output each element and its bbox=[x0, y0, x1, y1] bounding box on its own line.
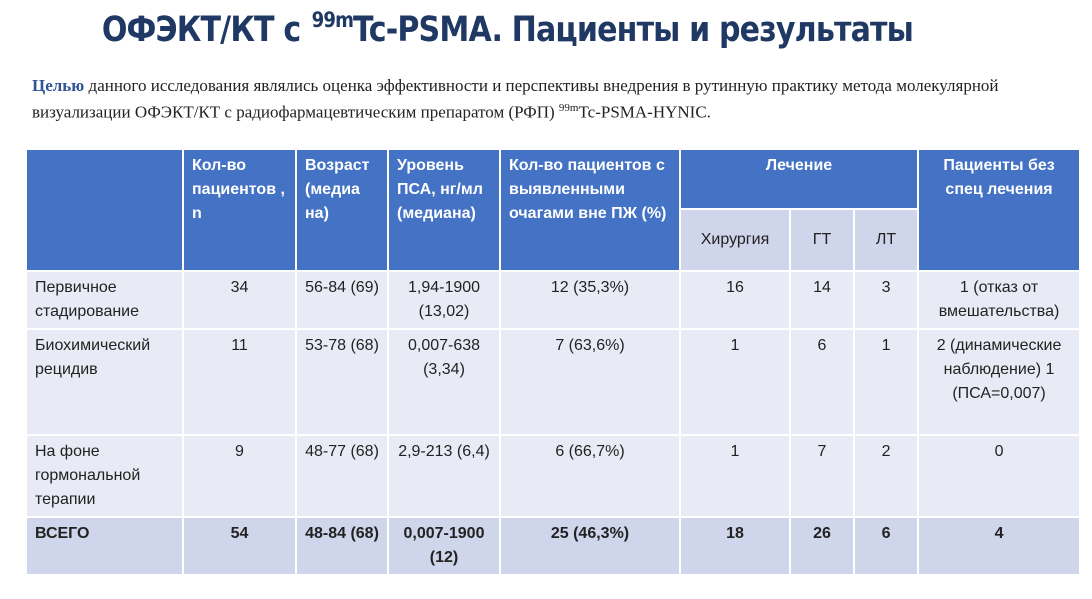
intro-text: данного исследования являлись оценка эффективности и перспективы внедрения в рутинную практику метода молекулярной визуализации ОФЭКТ/КТ с радиофармацевтическим препаратом (РФП) bbox=[32, 76, 999, 122]
cell-count: 54 bbox=[183, 517, 296, 575]
cell-gt: 14 bbox=[790, 271, 854, 329]
cell-gt: 7 bbox=[790, 435, 854, 517]
cell-psa: 0,007-638 (3,34) bbox=[388, 329, 500, 435]
cell-no-treatment: 0 bbox=[918, 435, 1080, 517]
header-gt: ГТ bbox=[790, 209, 854, 271]
cell-no-treatment: 4 bbox=[918, 517, 1080, 575]
cell-found: 6 (66,7%) bbox=[500, 435, 680, 517]
cell-count: 9 bbox=[183, 435, 296, 517]
table-row bbox=[26, 329, 1080, 435]
cell-psa: 2,9-213 (6,4) bbox=[388, 435, 500, 517]
cell-found: 7 (63,6%) bbox=[500, 329, 680, 435]
cell-group: Биохимический рецидив bbox=[26, 329, 183, 435]
cell-no-treatment: 2 (динамические наблюдение) 1 (ПСА=0,007) bbox=[918, 329, 1080, 435]
intro-tail: Tc-PSMA-HYNIC. bbox=[578, 102, 711, 122]
intro-lead: Целью bbox=[32, 76, 85, 95]
header-age: Возраст (медиа на) bbox=[296, 149, 388, 271]
cell-no-treatment: 1 (отказ от вмешательства) bbox=[918, 271, 1080, 329]
cell-group: На фоне гормональной терапии bbox=[26, 435, 183, 517]
header-count: Кол-во пациентов , n bbox=[183, 149, 296, 271]
cell-found: 12 (35,3%) bbox=[500, 271, 680, 329]
header-group bbox=[26, 149, 183, 271]
cell-lt: 3 bbox=[854, 271, 918, 329]
cell-lt: 6 bbox=[854, 517, 918, 575]
cell-count: 34 bbox=[183, 271, 296, 329]
header-psa: Уровень ПСА, нг/мл (медиана) bbox=[388, 149, 500, 271]
table-row bbox=[26, 435, 1080, 517]
cell-count: 11 bbox=[183, 329, 296, 435]
cell-age: 48-84 (68) bbox=[296, 517, 388, 575]
cell-surgery: 18 bbox=[680, 517, 790, 575]
cell-gt: 6 bbox=[790, 329, 854, 435]
cell-psa: 1,94-1900 (13,02) bbox=[388, 271, 500, 329]
page-title bbox=[0, 8, 1015, 50]
cell-psa: 0,007-1900 (12) bbox=[388, 517, 500, 575]
cell-age: 53-78 (68) bbox=[296, 329, 388, 435]
header-found: Кол-во пациентов с выявленными очагами вне ПЖ (%) bbox=[500, 149, 680, 271]
header-no-treatment: Пациенты без спец лечения bbox=[918, 149, 1080, 271]
intro-paragraph bbox=[32, 75, 1072, 124]
cell-lt: 2 bbox=[854, 435, 918, 517]
title-suffix: Tc-PSMA. Пациенты и результаты bbox=[353, 10, 913, 50]
cell-group: ВСЕГО bbox=[26, 517, 183, 575]
cell-found: 25 (46,3%) bbox=[500, 517, 680, 575]
intro-superscript: 99m bbox=[558, 102, 579, 114]
header-surgery: Хирургия bbox=[680, 209, 790, 271]
cell-age: 48-77 (68) bbox=[296, 435, 388, 517]
cell-age: 56-84 (69) bbox=[296, 271, 388, 329]
cell-gt: 26 bbox=[790, 517, 854, 575]
header-treatment: Лечение bbox=[680, 149, 918, 209]
cell-lt: 1 bbox=[854, 329, 918, 435]
total-row bbox=[26, 517, 1080, 575]
header-row bbox=[26, 149, 1080, 209]
header-lt: ЛТ bbox=[854, 209, 918, 271]
cell-surgery: 1 bbox=[680, 329, 790, 435]
cell-group: Первичное стадирование bbox=[26, 271, 183, 329]
results-table bbox=[25, 148, 1081, 576]
table-row bbox=[26, 271, 1080, 329]
title-prefix: ОФЭКТ/КТ с bbox=[101, 10, 310, 50]
cell-surgery: 1 bbox=[680, 435, 790, 517]
cell-surgery: 16 bbox=[680, 271, 790, 329]
title-superscript: 99m bbox=[311, 8, 354, 32]
